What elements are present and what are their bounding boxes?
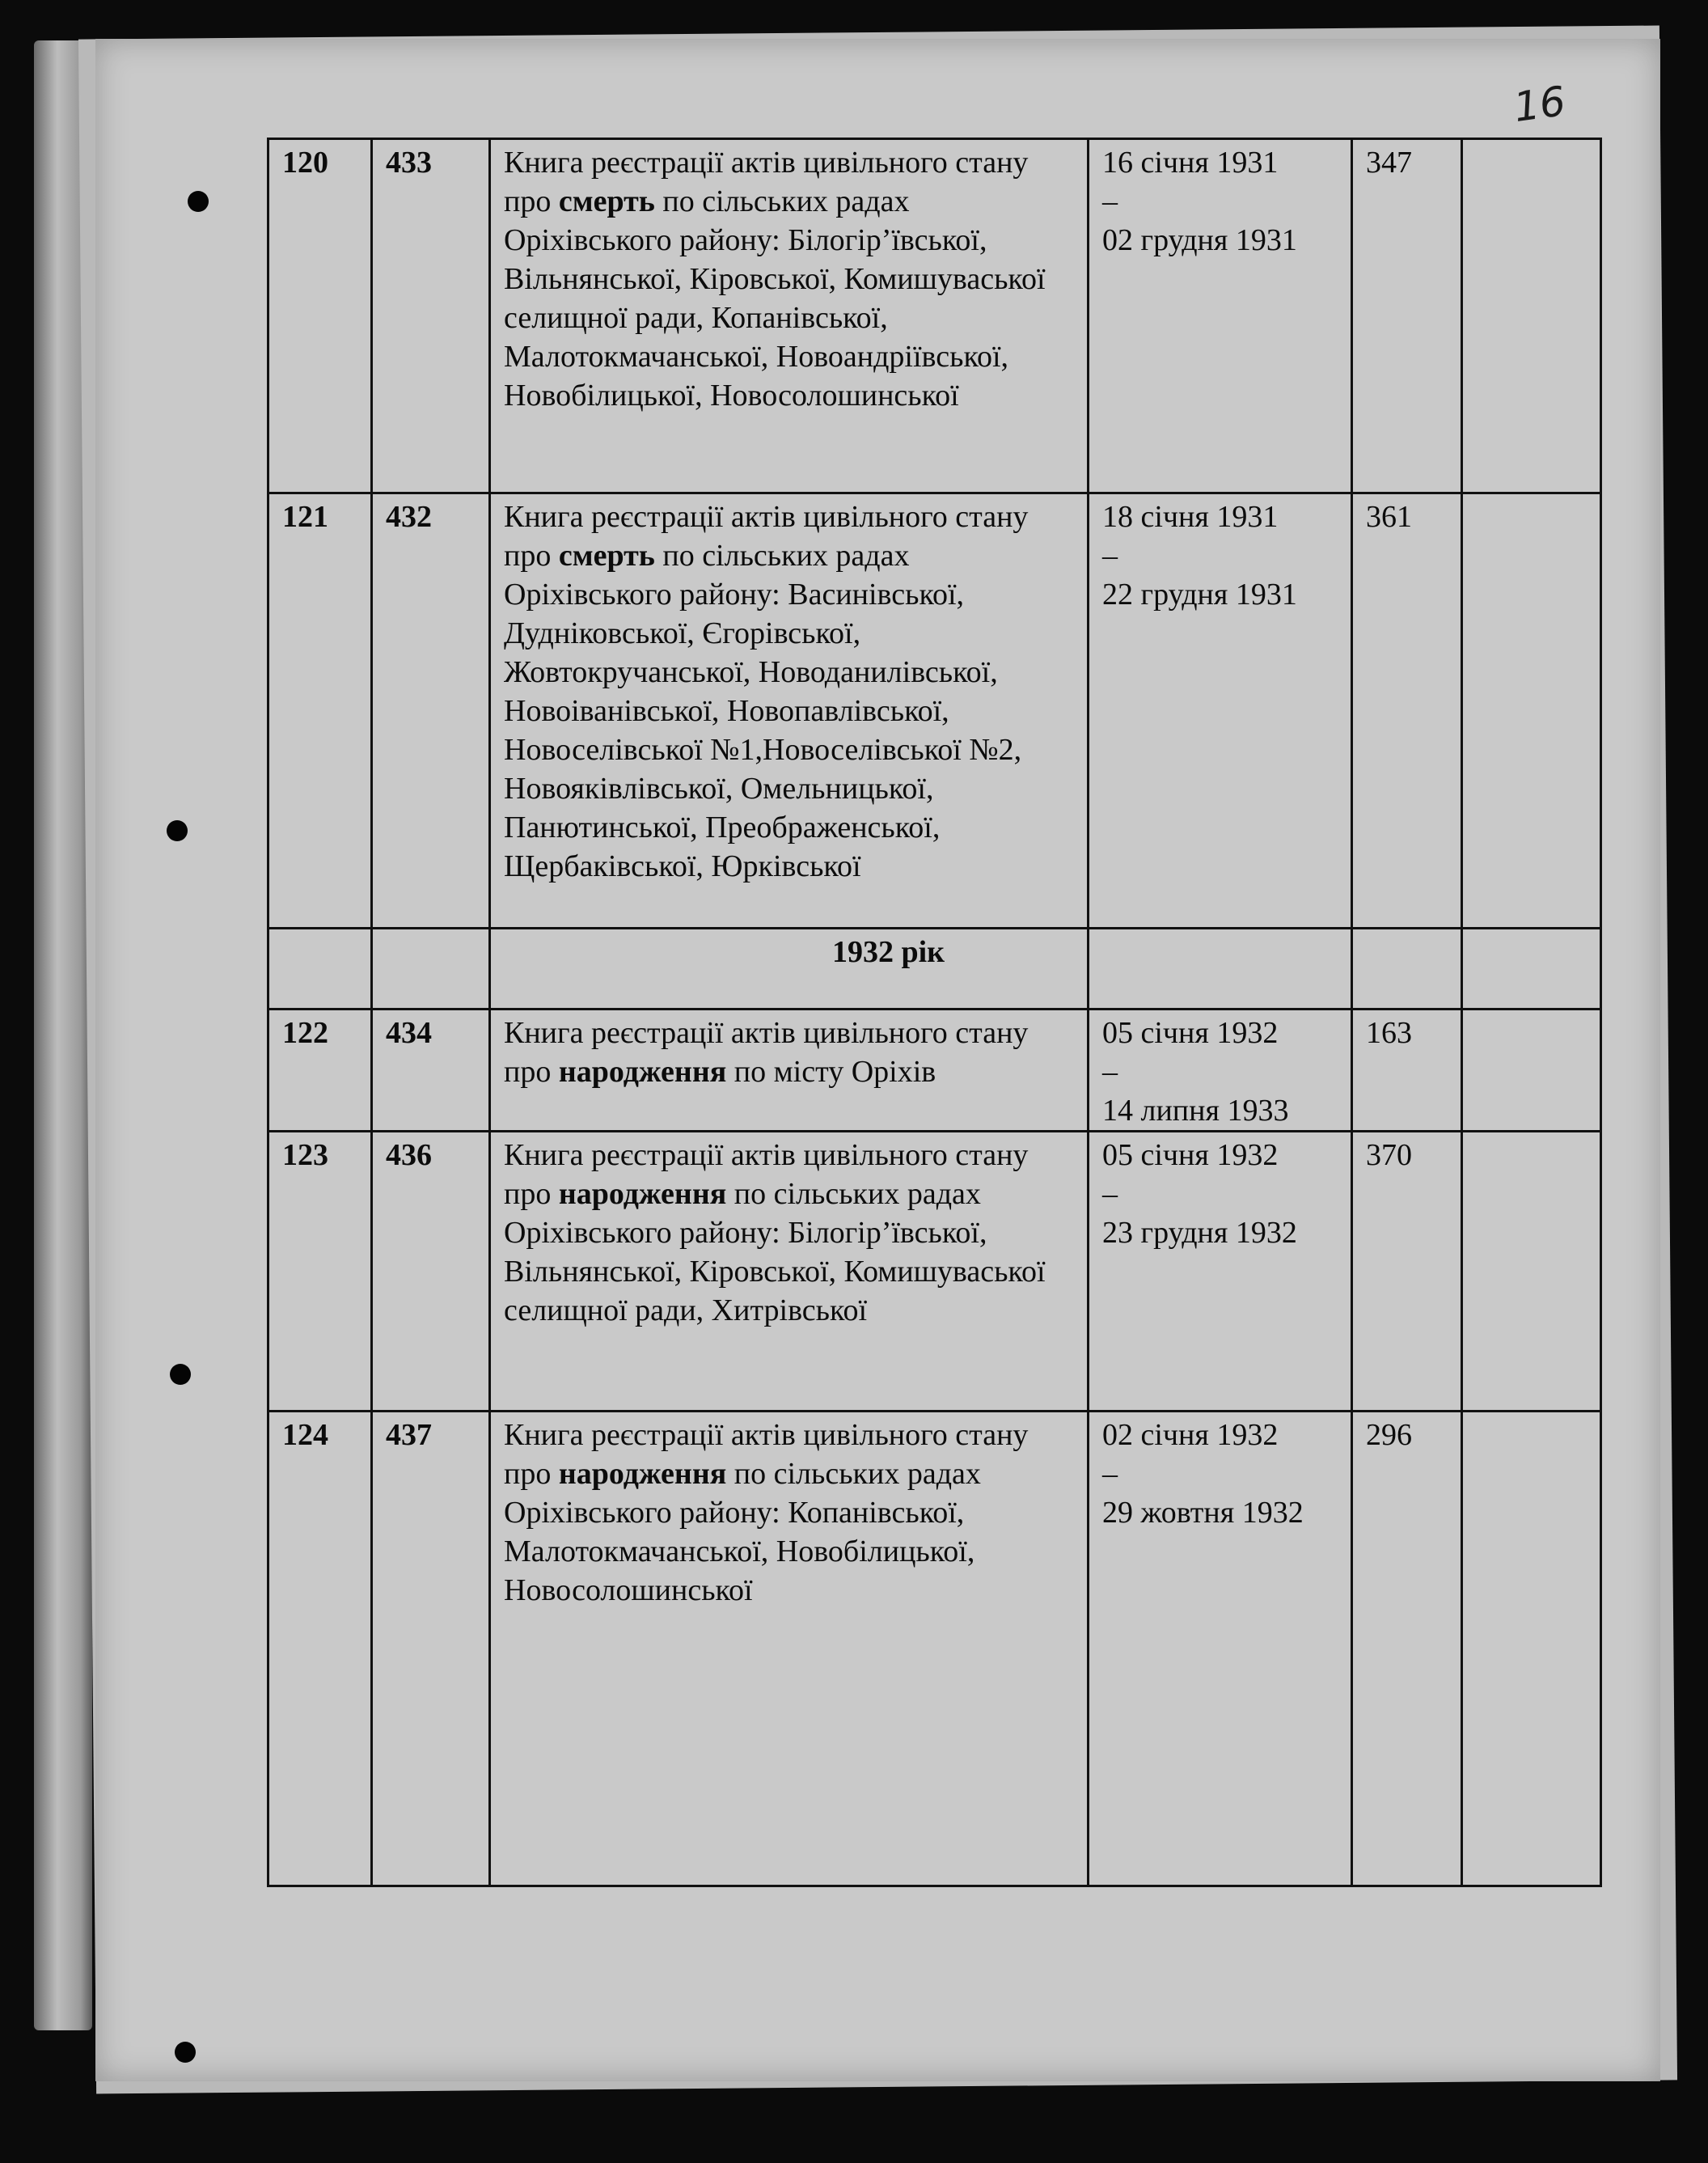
register-table [267,138,1602,1887]
inventory-number: 432 [372,493,490,929]
table-row [268,1412,1601,1886]
empty-cell [1089,929,1352,1010]
date-to: 14 липня 1933 [1102,1094,1289,1128]
folio-number: 16 [1511,77,1569,132]
date-range [1089,1010,1352,1132]
date-from: 16 січня 1931 [1102,146,1279,180]
date-from: 18 січня 1931 [1102,500,1279,534]
record-description: Книга реєстрації актів цивільного стану про смерть по сільських радах Оріхівського району: Васинівської, Дудніковської, Єгорівської, Жовтокручанської, Новоданилівської, Новоіванівської, Новопавлівської, Новоселівської №1,Новоселівської №2, Новояківлівської, Омельницької, Панютинської, Преображенської, Щербаківської, Юрківської [490,493,1089,929]
date-dash: – [1102,1055,1118,1089]
year-header: 1932 рік [490,929,1089,1010]
date-dash: – [1102,539,1118,573]
date-dash: – [1102,1177,1118,1211]
date-from: 05 січня 1932 [1102,1016,1279,1050]
page-count: 296 [1352,1412,1462,1886]
date-to: 22 грудня 1931 [1102,578,1297,612]
empty-cell [372,929,490,1010]
page-count: 361 [1352,493,1462,929]
record-type: смерть [558,184,655,218]
empty-cell [268,929,372,1010]
record-type: смерть [558,539,655,573]
inventory-number: 434 [372,1010,490,1132]
date-range [1089,493,1352,929]
notes-cell [1462,139,1601,493]
page-count: 370 [1352,1132,1462,1412]
date-range [1089,1412,1352,1886]
date-from: 02 січня 1932 [1102,1418,1279,1452]
table-row [268,493,1601,929]
inventory-number: 433 [372,139,490,493]
record-description: Книга реєстрації актів цивільного стану про смерть по сільських радах Оріхівського району: Білогір’ївської, Вільнянської, Кіровської, Комишуваської селищної ради, Копанівської, Малотокмачанської, Новоандріївської, Новобілицької, Новосолошинської [490,139,1089,493]
date-dash: – [1102,184,1118,218]
empty-cell [1462,929,1601,1010]
date-range [1089,1132,1352,1412]
date-to: 23 грудня 1932 [1102,1216,1297,1250]
date-dash: – [1102,1457,1118,1491]
page-count: 163 [1352,1010,1462,1132]
record-description: Книга реєстрації актів цивільного стану про народження по сільських радах Оріхівського району: Білогір’ївської, Вільнянської, Кіровської, Комишуваської селищної ради, Хитрівської [490,1132,1089,1412]
table-row [268,139,1601,493]
record-type: народження [558,1055,727,1089]
notes-cell [1462,1412,1601,1886]
year-section-row [268,929,1601,1010]
binder-hole-1 [188,191,209,212]
date-from: 05 січня 1932 [1102,1138,1279,1172]
table-row [268,1132,1601,1412]
inventory-number: 436 [372,1132,490,1412]
binder-hole-3 [170,1364,191,1385]
record-description: Книга реєстрації актів цивільного стану про народження по місту Оріхів [490,1010,1089,1132]
date-to: 29 жовтня 1932 [1102,1496,1304,1530]
record-type: народження [558,1457,727,1491]
empty-cell [1352,929,1462,1010]
record-number: 122 [268,1010,372,1132]
notes-cell [1462,1010,1601,1132]
binder-hole-4 [175,2042,196,2063]
inventory-number: 437 [372,1412,490,1886]
date-range [1089,139,1352,493]
record-description: Книга реєстрації актів цивільного стану про народження по сільських радах Оріхівського району: Копанівської, Малотокмачанської, Новобілицької, Новосолошинської [490,1412,1089,1886]
record-number: 121 [268,493,372,929]
date-to: 02 грудня 1931 [1102,223,1297,257]
notes-cell [1462,1132,1601,1412]
record-number: 124 [268,1412,372,1886]
record-number: 123 [268,1132,372,1412]
notes-cell [1462,493,1601,929]
record-type: народження [558,1177,727,1211]
record-number: 120 [268,139,372,493]
binder-hole-2 [167,820,188,841]
page-count: 347 [1352,139,1462,493]
table-row [268,1010,1601,1132]
